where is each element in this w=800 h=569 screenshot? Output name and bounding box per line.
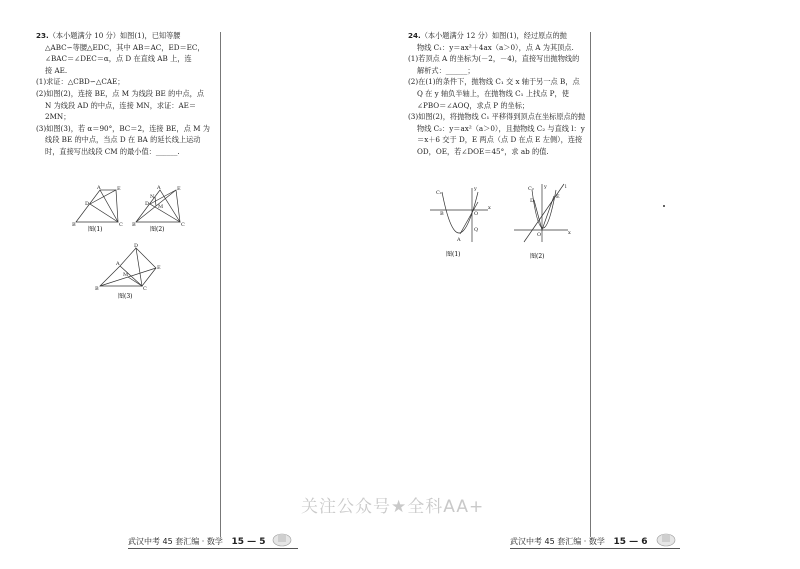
- svg-text:x: x: [568, 230, 571, 236]
- svg-text:B: B: [440, 211, 444, 217]
- svg-text:M: M: [123, 272, 129, 278]
- figure-caption: 图(3): [118, 293, 133, 300]
- svg-text:D: D: [530, 198, 535, 204]
- q23-line-3: ∠BAC＝∠DEC＝α，点 D 在直线 AB 上，连: [45, 54, 192, 64]
- q23-part-1: (1)求证：△CBD∽△CAE；: [36, 77, 125, 87]
- footer-title: 武汉中考 45 套汇编 · 数学: [510, 537, 605, 546]
- right-footer-rule: [510, 548, 680, 549]
- svg-text:B: B: [72, 222, 76, 228]
- question-number: 24.: [408, 31, 421, 40]
- svg-text:D: D: [85, 201, 90, 207]
- left-footer: [128, 536, 266, 547]
- logo-icon: [656, 531, 676, 547]
- svg-text:M: M: [158, 204, 164, 210]
- question-24: [408, 30, 586, 158]
- svg-text:y: y: [474, 186, 477, 192]
- page-number: 15 — 5: [231, 537, 266, 547]
- left-column-rule: [220, 32, 221, 537]
- svg-text:y: y: [544, 184, 547, 190]
- svg-text:Q: Q: [474, 227, 479, 233]
- logo-icon: [272, 531, 292, 547]
- q24-part-3: (3)如图(2)，将抛物线 C₁ 平移得到顶点在坐标原点的抛物线 C₂：y＝ax²（a＞0），且抛物线 C₂ 与直线 l：y＝x＋6 交于 D，E 两点（点 D 在点 E 左侧），连接 OD，OE，若∠DOE＝45°，求 ab 的值.: [408, 112, 586, 156]
- svg-text:C₁: C₁: [436, 190, 442, 196]
- svg-text:E: E: [117, 186, 121, 192]
- q23-part-2: (2)如图(2)，连接 BE，点 M 为线段 BE 的中点，点 N 为线段 AD 的中点，连接 MN，求证：AE＝2MN；: [36, 88, 205, 122]
- svg-text:D: D: [145, 201, 150, 207]
- q23-line-2: △ABC∽等腰△EDC，其中 AB＝AC，ED＝EC，: [45, 42, 205, 52]
- watermark: 关注公众号★全科AA+: [301, 497, 485, 517]
- q24-line-1: （本小题满分 12 分）如图(1)，经过原点的抛: [420, 31, 567, 40]
- svg-text:A: A: [157, 185, 161, 191]
- right-column-rule: [590, 32, 591, 537]
- svg-text:A: A: [457, 237, 461, 243]
- figure-caption: 图(2): [530, 253, 545, 260]
- footer-title: 武汉中考 45 套汇编 · 数学: [128, 537, 223, 546]
- stray-mark: [663, 205, 665, 207]
- svg-text:B: B: [95, 286, 99, 292]
- svg-text:O: O: [474, 211, 479, 217]
- question-number: 23.: [36, 31, 49, 40]
- svg-text:l: l: [565, 184, 567, 190]
- q24-line-2: 物线 C₁：y＝ax²＋4ax（a＞0），点 A 为其顶点.: [417, 42, 574, 52]
- q23-figure-2: [128, 184, 190, 232]
- svg-text:x: x: [488, 205, 491, 211]
- q23-line-1: （本小题满分 10 分）如图(1)，已知等腰: [48, 31, 181, 40]
- figure-caption: 图(1): [88, 226, 103, 232]
- right-footer: [510, 536, 648, 547]
- svg-text:C: C: [181, 222, 185, 228]
- svg-text:E: E: [177, 186, 181, 192]
- svg-text:D: D: [134, 243, 139, 249]
- q23-figure-1: [68, 184, 128, 232]
- q23-line-4: 接 AE.: [45, 65, 68, 75]
- figure-caption: 图(2): [150, 226, 165, 232]
- q24-figure-2: [510, 180, 574, 260]
- question-23: [36, 30, 212, 158]
- svg-text:C₂: C₂: [528, 186, 534, 192]
- svg-text:C: C: [143, 286, 147, 292]
- svg-text:O: O: [537, 232, 542, 238]
- left-footer-rule: [128, 548, 298, 549]
- svg-text:C: C: [119, 222, 123, 228]
- q24-figure-1: [428, 184, 492, 260]
- svg-text:E: E: [157, 265, 161, 271]
- svg-text:B: B: [132, 222, 136, 228]
- figure-caption: 图(1): [446, 251, 461, 258]
- svg-text:N: N: [150, 194, 155, 200]
- q24-part-1: (1)若顶点 A 的坐标为(－2，－4)，直接写出抛物线的解析式：______；: [408, 54, 580, 75]
- q23-figure-3: [92, 240, 172, 302]
- svg-text:A: A: [97, 185, 101, 191]
- svg-text:E: E: [556, 194, 560, 200]
- q24-part-2: (2)在(1)的条件下，抛物线 C₁ 交 x 轴于另一点 B，点 Q 在 y 轴负半轴上，在抛物线 C₁ 上找点 P，使∠PBO＝∠AOQ，求点 P 的坐标；: [408, 77, 580, 110]
- q23-part-3: (3)如图(3)，若 α＝90°，BC＝2，连接 BE，点 M 为线段 BE 的中点，当点 D 在 BA 的延长线上运动时，直接写出线段 CM 的最小值：______.: [36, 123, 210, 156]
- page-number: 15 — 6: [613, 537, 648, 547]
- svg-text:A: A: [116, 261, 120, 267]
